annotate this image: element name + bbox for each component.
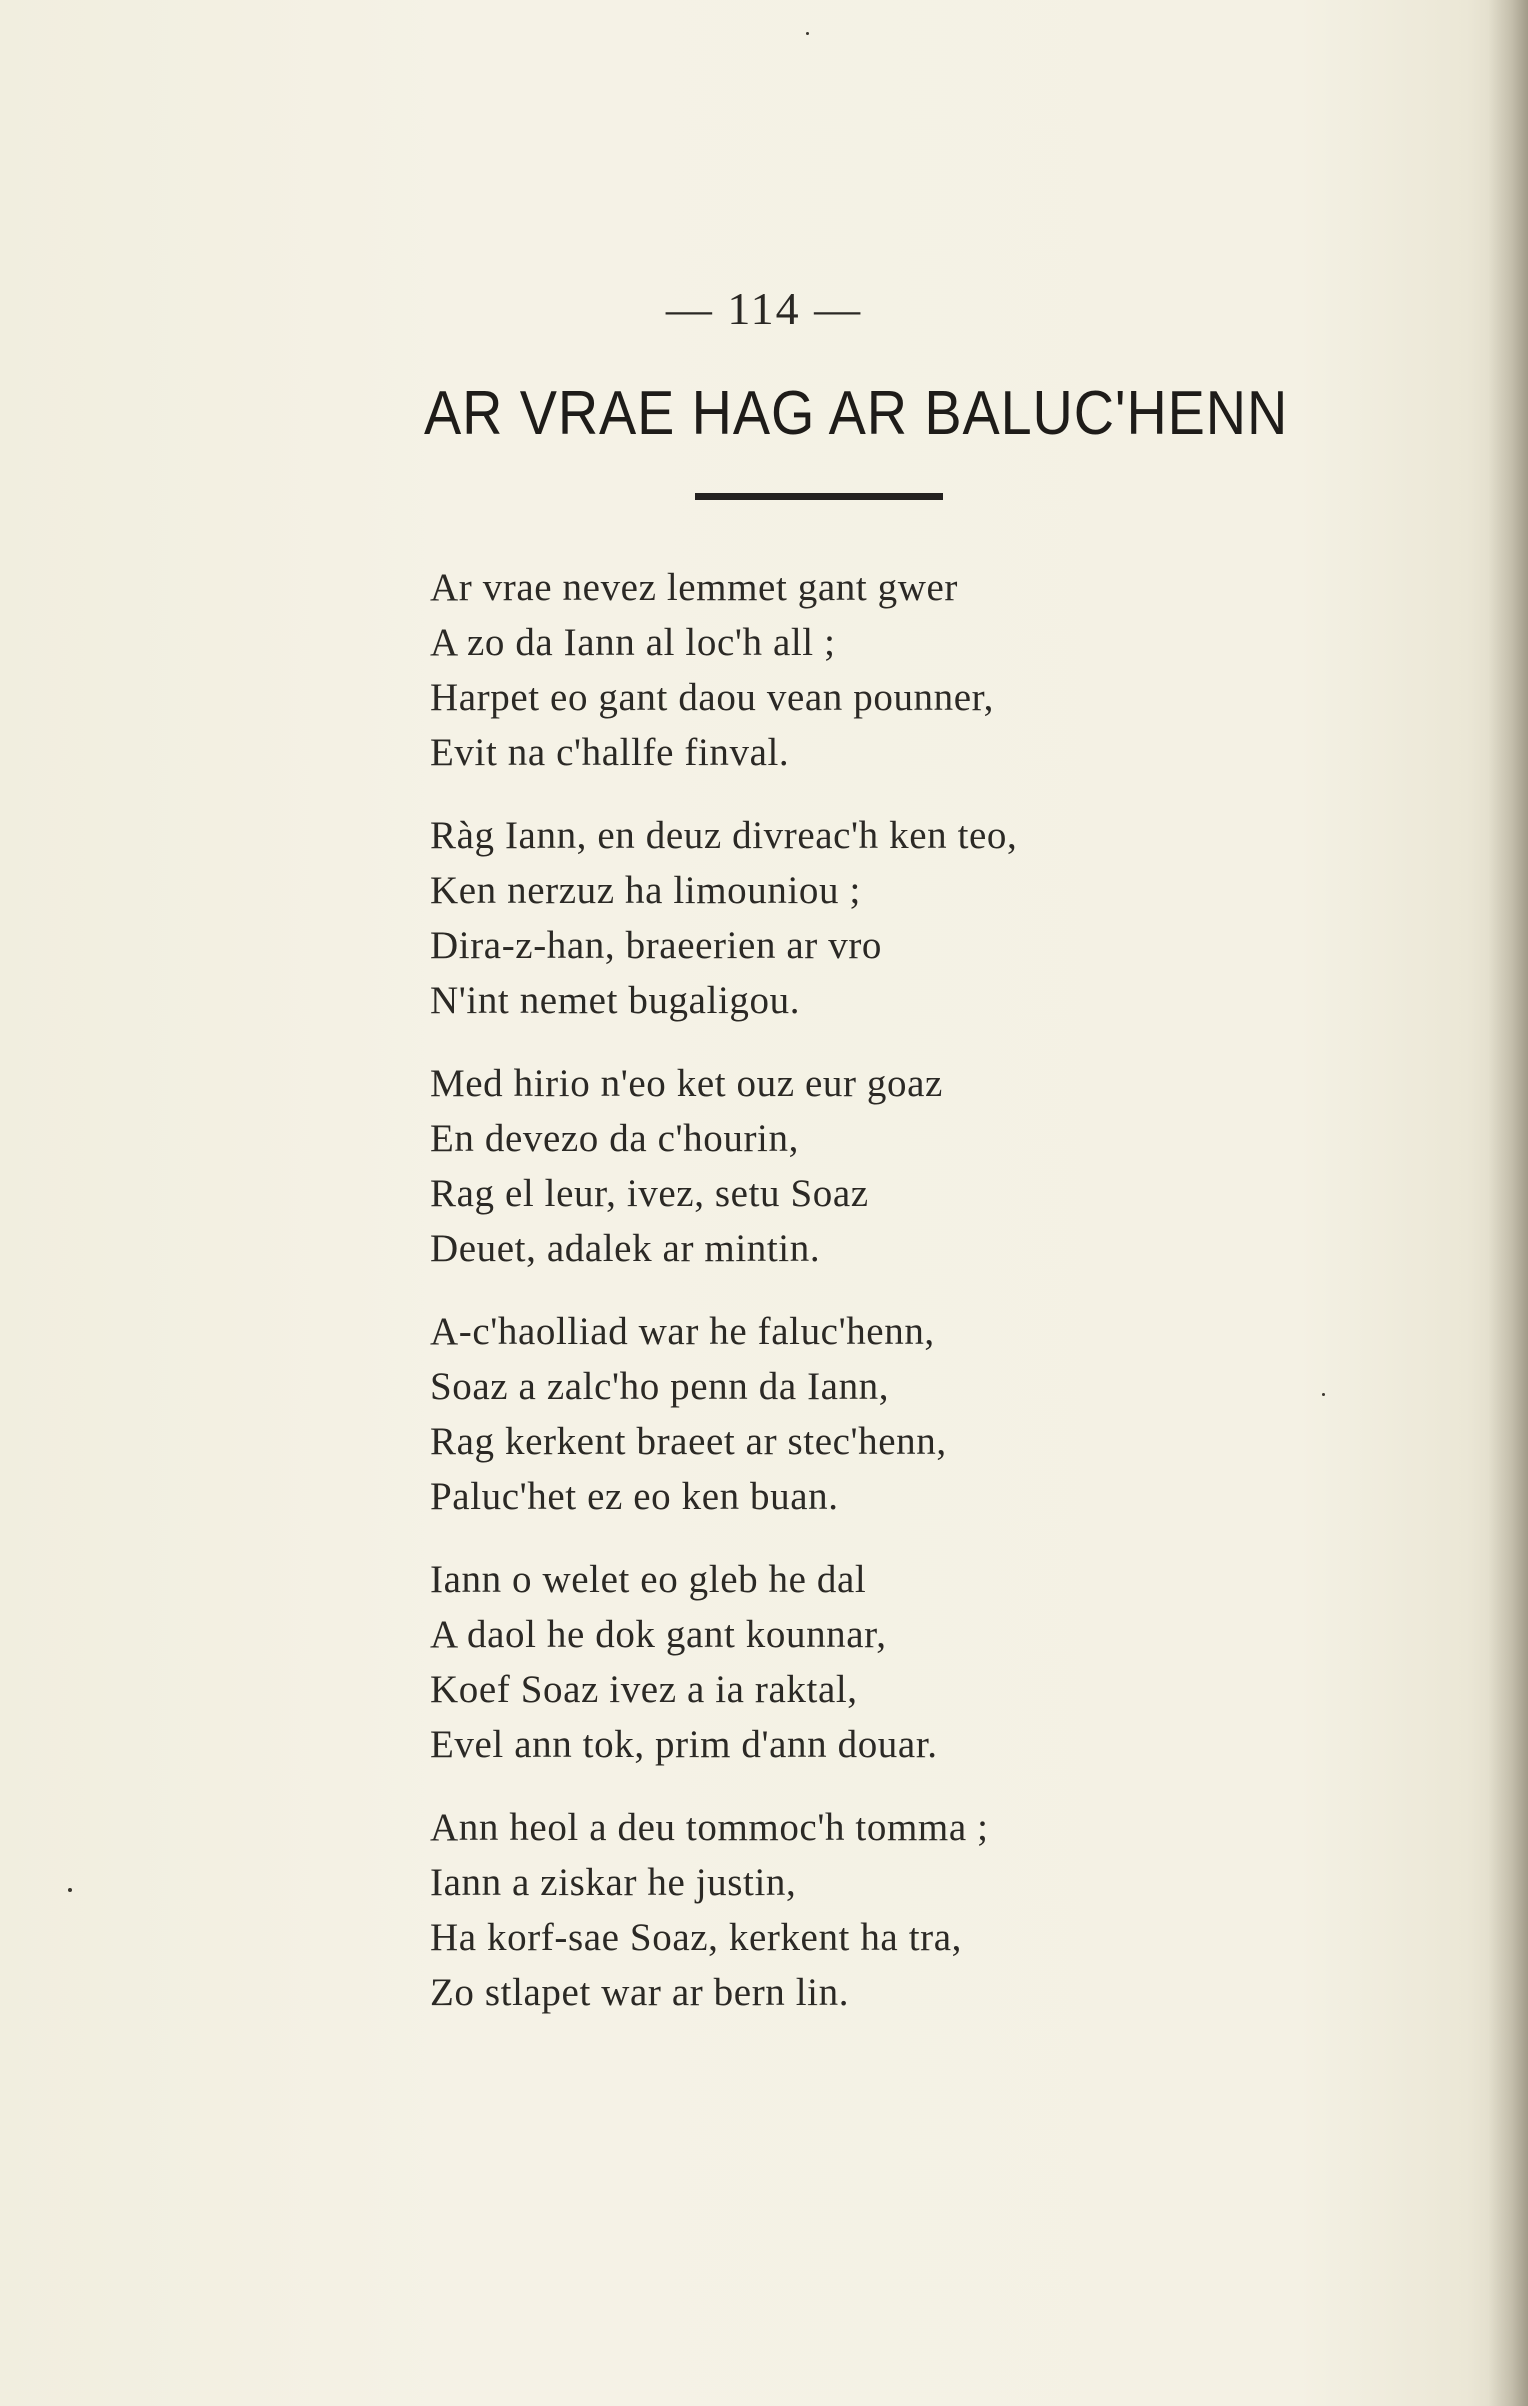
stanza xyxy=(430,1552,1190,1772)
ink-speck xyxy=(1322,1393,1325,1396)
poem-line: Evit na c'hallfe finval. xyxy=(430,731,790,774)
poem-line: Ann heol a deu tommoc'h tomma ; xyxy=(430,1806,989,1849)
poem-title: AR VRAE HAG AR BALUC'HENN xyxy=(424,379,1289,448)
stanza xyxy=(430,1800,1190,2020)
poem-line: Zo stlapet war ar bern lin. xyxy=(430,1971,850,2014)
poem-line: N'int nemet bugaligou. xyxy=(430,979,801,1022)
title-divider xyxy=(695,493,943,500)
ink-speck xyxy=(68,1888,72,1892)
poem-line: Rag el leur, ivez, setu Soaz xyxy=(430,1172,869,1215)
poem-line: A zo da Iann al loc'h all ; xyxy=(430,621,836,664)
poem-line: Dira-z-han, braeerien ar vro xyxy=(430,924,883,967)
poem-body xyxy=(430,560,1190,2048)
page-number: — 114 — xyxy=(665,283,863,334)
poem-line: Ken nerzuz ha limouniou ; xyxy=(430,869,861,912)
poem-line: Koef Soaz ivez a ia raktal, xyxy=(430,1668,858,1711)
poem-line: Ràg Iann, en deuz divreac'h ken teo, xyxy=(430,814,1018,857)
poem-line: A-c'haolliad war he faluc'henn, xyxy=(430,1310,935,1353)
stanza xyxy=(430,1304,1190,1524)
poem-line: Med hirio n'eo ket ouz eur goaz xyxy=(430,1062,943,1105)
poem-line: Iann a ziskar he justin, xyxy=(430,1861,797,1904)
poem-line: Iann o welet eo gleb he dal xyxy=(430,1558,867,1601)
stanza xyxy=(430,1056,1190,1276)
stanza xyxy=(430,560,1190,780)
poem-line: Rag kerkent braeet ar stec'henn, xyxy=(430,1420,947,1463)
poem-line: Ar vrae nevez lemmet gant gwer xyxy=(430,566,959,609)
poem-line: Ha korf-sae Soaz, kerkent ha tra, xyxy=(430,1916,962,1959)
ink-speck xyxy=(806,32,809,35)
poem-line: Harpet eo gant daou vean pounner, xyxy=(430,676,995,719)
poem-line: Paluc'het ez eo ken buan. xyxy=(430,1475,839,1518)
page-edge-shadow xyxy=(1488,0,1528,2406)
poem-line: En devezo da c'hourin, xyxy=(430,1117,799,1160)
poem-line: Soaz a zalc'ho penn da Iann, xyxy=(430,1365,890,1408)
poem-line: Evel ann tok, prim d'ann douar. xyxy=(430,1723,938,1766)
stanza xyxy=(430,808,1190,1028)
poem-line: Deuet, adalek ar mintin. xyxy=(430,1227,821,1270)
poem-line: A daol he dok gant kounnar, xyxy=(430,1613,887,1656)
